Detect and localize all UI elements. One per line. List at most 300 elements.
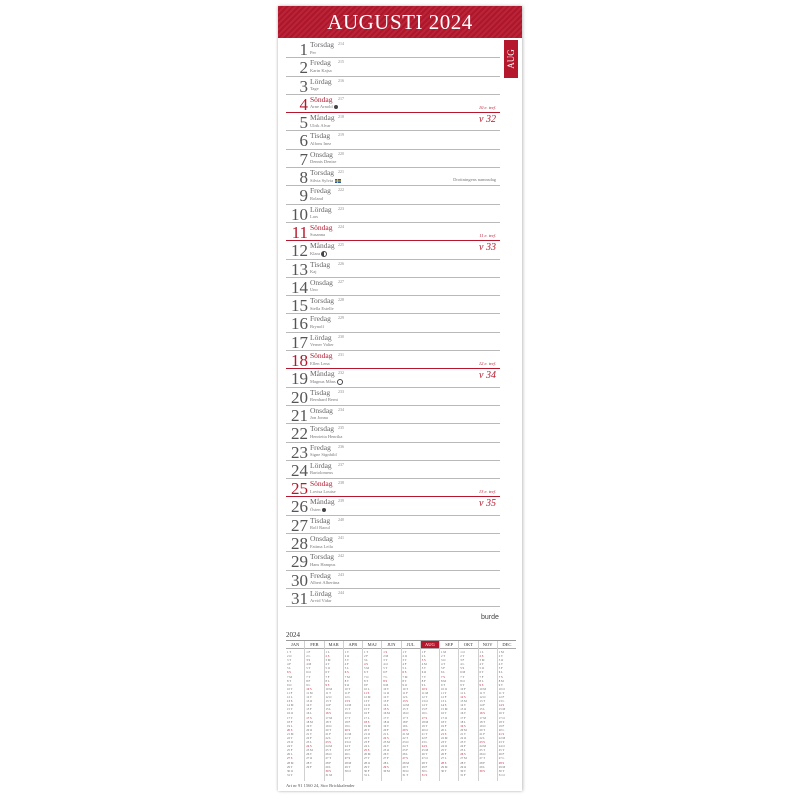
overview-day: 24 T [383, 744, 389, 749]
overview-day: 1 L [479, 650, 484, 654]
overview-day: 13 T [325, 699, 332, 704]
overview-day: 19 T [421, 723, 428, 728]
overview-day: 19 F [498, 723, 505, 728]
day-of-year: 218 [338, 114, 344, 120]
overview-day: 13 T [479, 699, 486, 704]
name-day-text: Silvia Sylvia [310, 177, 334, 183]
overview-day: 28 M [344, 760, 352, 765]
name-day-names [310, 470, 333, 475]
overview-day: 25 M [306, 748, 313, 753]
overview-day: 10 T [402, 686, 409, 691]
name-day-names [310, 342, 334, 347]
overview-day: 28 O [364, 760, 370, 765]
overview-day: 25 T [441, 748, 447, 753]
overview-day: 12 T [306, 695, 312, 700]
overview-day: 23 T [460, 740, 466, 745]
overview-day: 17 L [364, 715, 370, 720]
overview-day: 11 O [383, 690, 390, 695]
overview-day: 1 T [287, 650, 292, 654]
overview-day: 29 T [287, 764, 293, 769]
overview-day: 27 T [479, 756, 486, 761]
overview-day: 29 T [364, 764, 370, 769]
overview-day: 7 S [498, 674, 503, 679]
day-of-year: 238 [338, 480, 344, 486]
overview-day: 17 F [460, 715, 466, 720]
overview-day: 17 O [498, 715, 505, 720]
overview-day: 5 F [441, 666, 445, 671]
overview-day: 19 L [344, 723, 351, 728]
day-number: 30 [291, 570, 308, 590]
overview-day: 6 O [421, 670, 427, 675]
weekday-name: Torsdag [310, 168, 335, 178]
day-number: 7 [299, 149, 308, 169]
day-number: 28 [291, 534, 308, 554]
overview-day: 12 O [325, 695, 332, 700]
weekday-name: Måndag [310, 497, 335, 507]
overview-day: 28 S [441, 760, 447, 765]
overview-day: 10 O [498, 686, 505, 691]
overview-day: 19 L [287, 723, 293, 728]
day-row [286, 479, 500, 497]
name-day-text: Dennis Denise [310, 159, 337, 165]
overview-day: 19 S [460, 723, 466, 728]
overview-day: 18 S [364, 719, 370, 724]
overview-day: 26 F [441, 752, 447, 757]
name-day-names [310, 598, 332, 603]
day-number: 14 [291, 277, 308, 297]
overview-day: 15 L [325, 707, 332, 712]
overview-day: 15 F [421, 707, 428, 712]
day-of-year: 226 [338, 260, 344, 266]
day-of-year: 216 [338, 77, 344, 83]
overview-day: 8 M [498, 678, 504, 683]
weekday-name: Tisdag [310, 131, 331, 141]
overview-day: 3 M [325, 658, 331, 663]
overview-day: 28 M [287, 760, 294, 765]
overview-day: 7 T [306, 674, 311, 679]
overview-day: 22 O [460, 735, 467, 740]
day-row [286, 424, 500, 442]
overview-day: 30 T [441, 768, 447, 773]
name-day-text: Stella Estelle [310, 305, 334, 311]
overview-day: 24 T [344, 744, 351, 749]
overview-day: 10 T [287, 686, 293, 691]
overview-day: 18 M [421, 719, 429, 724]
overview-day: 19 F [441, 723, 447, 728]
day-of-year: 241 [338, 535, 344, 541]
day-row [286, 113, 500, 131]
week-number: v 35 [479, 498, 496, 510]
name-day-names [310, 214, 318, 219]
name-day-text: Fatima Leila [310, 543, 333, 549]
day-number: 25 [291, 479, 308, 499]
overview-month [382, 641, 401, 781]
overview-day: 4 M [421, 662, 427, 667]
day-number: 22 [291, 424, 308, 444]
overview-day: 21 F [479, 731, 485, 736]
overview-day: 25 T [325, 748, 332, 753]
overview-day: 6 T [364, 670, 369, 675]
overview-day: 20 O [421, 727, 428, 732]
overview-day: 15 L [479, 707, 486, 712]
overview-day: 10 S [306, 686, 312, 691]
overview-day: 8 L [325, 678, 330, 683]
overview-day: 11 F [344, 690, 351, 695]
day-number: 12 [291, 241, 308, 261]
overview-day: 5 S [460, 666, 465, 671]
day-of-year: 228 [338, 297, 344, 303]
overview-day: 17 T [402, 715, 409, 720]
weekday-name: Måndag [310, 369, 335, 379]
day-of-year: 224 [338, 223, 344, 229]
overview-day: 20 F [383, 727, 389, 732]
overview-day: 7 M [402, 674, 408, 679]
day-row [286, 388, 500, 406]
day-row [286, 150, 500, 168]
day-of-year: 243 [338, 571, 344, 577]
overview-day: 14 F [325, 703, 331, 708]
overview-day: 13 M [460, 699, 467, 704]
name-day-text: Albert Albertina [310, 580, 340, 586]
overview-day: 23 L [306, 740, 312, 745]
overview-day: 26 T [383, 752, 389, 757]
overview-day: 24 S [306, 744, 312, 749]
overview-day: 23 O [287, 740, 293, 745]
day-number: 15 [291, 296, 308, 316]
overview-day: 13 O [421, 699, 428, 704]
overview-day: 18 T [325, 719, 332, 724]
day-row [286, 333, 500, 351]
overview-day: 11 T [479, 690, 485, 695]
overview-month [440, 641, 459, 781]
overview-day: 3 T [287, 658, 292, 663]
overview-day: 5 T [383, 666, 388, 671]
overview-day: 16 L [306, 711, 312, 716]
overview-day: 2 T [498, 654, 503, 659]
overview-month [421, 641, 440, 781]
overview-day: 1 M [498, 650, 504, 654]
overview-day: 20 T [364, 727, 370, 732]
sunday-note: 12 e. tref. [478, 361, 496, 367]
overview-day: 1 S [383, 650, 388, 654]
overview-day: 14 M [287, 703, 294, 708]
weekday-name: Lördag [310, 76, 332, 86]
name-day-names [310, 324, 324, 329]
name-day-text: Verner Valter [310, 342, 334, 348]
overview-day: 8 O [460, 678, 465, 683]
day-number: 5 [299, 113, 308, 133]
overview-day: 4 T [441, 662, 446, 667]
weekday-name: Lördag [310, 588, 332, 598]
overview-day: 30 O [344, 768, 351, 773]
name-day-names [310, 434, 342, 439]
overview-day: 25 F [287, 748, 293, 753]
name-day-names [310, 196, 323, 201]
overview-day: 5 L [344, 666, 349, 671]
overview-day: 21 T [460, 731, 466, 736]
name-day-text: Jon Jonna [310, 415, 328, 421]
name-day-names [310, 507, 326, 512]
day-number: 20 [291, 387, 308, 407]
overview-day: 11 S [364, 690, 370, 695]
overview-day: 15 T [344, 707, 351, 712]
overview-day: 7 F [479, 674, 484, 679]
name-day-text: Bernhard Bernt [310, 397, 338, 403]
overview-day: 3 F [460, 658, 465, 663]
overview-day: 19 O [325, 723, 332, 728]
overview-day: 9 S [479, 682, 484, 687]
overview-day: 8 T [364, 678, 369, 683]
overview-day: 12 L [287, 695, 293, 700]
overview-year: 2024 [286, 631, 300, 639]
overview-day: 1 L [325, 650, 330, 654]
day-number: 17 [291, 332, 308, 352]
overview-day: 26 T [421, 752, 428, 757]
overview-day: 24 T [287, 744, 293, 749]
overview-day: 31 M [325, 772, 332, 777]
moon-phase-icon [334, 105, 338, 109]
overview-day: 24 M [325, 744, 332, 749]
overview-day: 23 M [383, 740, 390, 745]
overview-day: 6 L [498, 670, 503, 675]
overview-day: 17 T [287, 715, 293, 720]
overview-month-label: SEP [440, 641, 458, 649]
overview-day: 29 M [498, 764, 506, 769]
day-number: 1 [299, 40, 308, 59]
overview-day: 2 S [325, 654, 330, 659]
name-day-text: Lars [310, 214, 318, 220]
overview-day: 27 L [498, 756, 505, 761]
overview-day: 6 O [306, 670, 311, 675]
overview-day: 19 M [364, 723, 371, 728]
name-day-names [310, 562, 335, 567]
day-number: 29 [291, 552, 308, 572]
overview-day: 21 S [441, 731, 447, 736]
overview-day: 18 F [287, 719, 293, 724]
day-row [286, 168, 500, 186]
overview-day: 14 T [421, 703, 428, 708]
overview-day: 10 M [325, 686, 332, 691]
day-row [286, 443, 500, 461]
overview-day: 27 F [383, 756, 389, 761]
overview-day: 14 M [402, 703, 409, 708]
name-day-text: Lovisa Louise [310, 488, 336, 494]
weekday-name: Fredag [310, 442, 331, 452]
overview-day: 24 M [479, 744, 486, 749]
overview-day: 15 M [498, 707, 506, 712]
overview-day: 29 M [441, 764, 448, 769]
overview-day: 7 T [421, 674, 426, 679]
day-number: 13 [291, 259, 308, 279]
overview-day: 3 T [383, 658, 388, 663]
week-number: v 32 [479, 114, 496, 126]
overview-day: 19 T [383, 723, 389, 728]
day-number: 19 [291, 369, 308, 389]
weekday-name: Måndag [310, 113, 335, 123]
weekday-name: Torsdag [310, 40, 335, 49]
overview-day: 6 M [460, 670, 466, 675]
overview-day: 17 S [421, 715, 428, 720]
overview-day: 6 L [441, 670, 446, 675]
week-number: v 33 [479, 242, 496, 254]
overview-day: 21 M [287, 731, 294, 736]
overview-day: 4 M [306, 662, 312, 667]
overview-day: 16 O [344, 711, 351, 716]
name-day-names [310, 232, 325, 237]
weekday-name: Måndag [310, 241, 335, 251]
overview-day: 27 L [441, 756, 447, 761]
day-row [286, 205, 500, 223]
day-row [286, 95, 500, 113]
overview-day: 25 M [421, 748, 429, 753]
overview-day: 5 O [479, 666, 484, 671]
overview-day: 20 O [306, 727, 313, 732]
day-of-year: 234 [338, 406, 344, 412]
overview-day: 1 T [364, 650, 369, 654]
overview-day: 24 L [364, 744, 370, 749]
overview-day: 11 F [287, 690, 293, 695]
overview-day: 21 M [402, 731, 409, 736]
overview-day: 26 F [498, 752, 505, 757]
overview-day: 4 F [287, 662, 291, 667]
overview-day: 8 S [383, 678, 388, 683]
overview-day: 5 M [364, 666, 369, 671]
overview-day: 22 T [287, 735, 293, 740]
overview-day: 3 T [344, 658, 349, 663]
overview-day: 8 T [287, 678, 292, 683]
overview-day: 11 L [460, 690, 466, 695]
overview-day: 25 T [498, 748, 505, 753]
overview-day: 30 S [479, 768, 485, 773]
day-of-year: 219 [338, 132, 344, 138]
overview-day: 28 F [325, 760, 331, 765]
overview-day: 31 O [498, 772, 505, 777]
overview-day: 12 O [479, 695, 486, 700]
overview-day: 20 T [479, 727, 486, 732]
overview-day: 12 T [421, 695, 428, 700]
name-day-text: Per [310, 49, 316, 55]
overview-day: 5 O [325, 666, 330, 671]
overview-day: 12 S [460, 695, 466, 700]
overview-month [305, 641, 324, 781]
overview-day: 26 O [325, 752, 332, 757]
overview-day: 3 O [498, 658, 504, 663]
overview-day: 25 L [460, 748, 466, 753]
overview-month [325, 641, 344, 781]
overview-day: 8 M [441, 678, 446, 683]
overview-day: 13 S [344, 699, 351, 704]
day-of-year: 244 [338, 589, 344, 595]
overview-month-label: MAJ [363, 641, 381, 649]
overview-day: 10 L [364, 686, 370, 691]
day-row [286, 40, 500, 58]
overview-day: 19 L [402, 723, 409, 728]
name-day-text: Hans Hampus [310, 561, 336, 567]
overview-day: 11 F [402, 690, 408, 695]
overview-day: 18 F [402, 719, 408, 724]
name-day-text: Arne Arnold [310, 104, 333, 110]
weekday-name: Onsdag [310, 534, 333, 544]
name-day-text: Ellen Lena [310, 360, 330, 366]
overview-day: 11 M [421, 690, 429, 695]
overview-day: 11 M [306, 690, 313, 695]
overview-day: 28 T [421, 760, 428, 765]
overview-day: 27 O [421, 756, 428, 761]
overview-day: 22 L [325, 735, 332, 740]
overview-day: 3 M [479, 658, 485, 663]
day-row [286, 296, 500, 314]
overview-day: 2 F [364, 654, 368, 659]
day-row [286, 571, 500, 589]
name-day-names [310, 489, 336, 494]
overview-day: 30 L [421, 768, 428, 773]
weekday-name: Lördag [310, 332, 332, 342]
overview-day: 9 F [364, 682, 368, 687]
overview-day: 11 T [325, 690, 331, 695]
moon-phase-icon [337, 379, 343, 385]
sunday-note: 10 e. tref. [478, 104, 496, 110]
overview-day: 5 T [306, 666, 311, 671]
day-number: 23 [291, 442, 308, 462]
overview-day: 17 T [383, 715, 389, 720]
overview-day: 20 T [325, 727, 332, 732]
name-day-names [310, 306, 334, 311]
overview-month-label: JUL [402, 641, 420, 649]
overview-day: 18 T [498, 719, 505, 724]
holiday-note: Drottningens namnsdag [453, 177, 496, 183]
overview-month-label: NOV [479, 641, 497, 649]
overview-day: 4 F [402, 662, 407, 667]
overview-day: 22 T [364, 735, 370, 740]
overview-day: 24 O [498, 744, 505, 749]
day-row [286, 223, 500, 241]
weekday-name: Fredag [310, 58, 331, 68]
overview-day: 24 S [421, 744, 428, 749]
overview-day: 22 S [383, 735, 389, 740]
day-row [286, 516, 500, 534]
overview-day: 23 O [402, 740, 409, 745]
day-row [286, 497, 500, 515]
overview-day: 3 T [402, 658, 407, 663]
overview-day: 30 M [383, 768, 390, 773]
name-day-text: Tage [310, 86, 319, 92]
day-of-year: 232 [338, 370, 344, 376]
day-row [286, 351, 500, 369]
overview-day: 12 T [383, 695, 389, 700]
day-number: 21 [291, 405, 308, 425]
overview-day: 18 T [441, 719, 447, 724]
overview-day: 19 T [306, 723, 312, 728]
overview-day: 27 T [364, 756, 370, 761]
overview-day: 2 O [402, 654, 407, 659]
overview-day: 4 S [364, 662, 368, 667]
wall-calendar [278, 6, 522, 791]
name-day-names [310, 525, 330, 530]
sunday-note: 11 e. tref. [479, 232, 496, 238]
overview-day: 2 M [383, 654, 389, 659]
name-day-text: Uno [310, 287, 318, 293]
overview-day: 16 M [383, 711, 390, 716]
overview-day: 27 S [344, 756, 351, 761]
overview-day: 21 T [421, 731, 428, 736]
weekday-name: Tisdag [310, 387, 331, 397]
overview-day: 6 T [479, 670, 484, 675]
day-of-year: 230 [338, 333, 344, 339]
overview-day: 31 T [402, 772, 409, 777]
day-row [286, 58, 500, 76]
day-of-year: 223 [338, 205, 344, 211]
overview-month [363, 641, 382, 781]
